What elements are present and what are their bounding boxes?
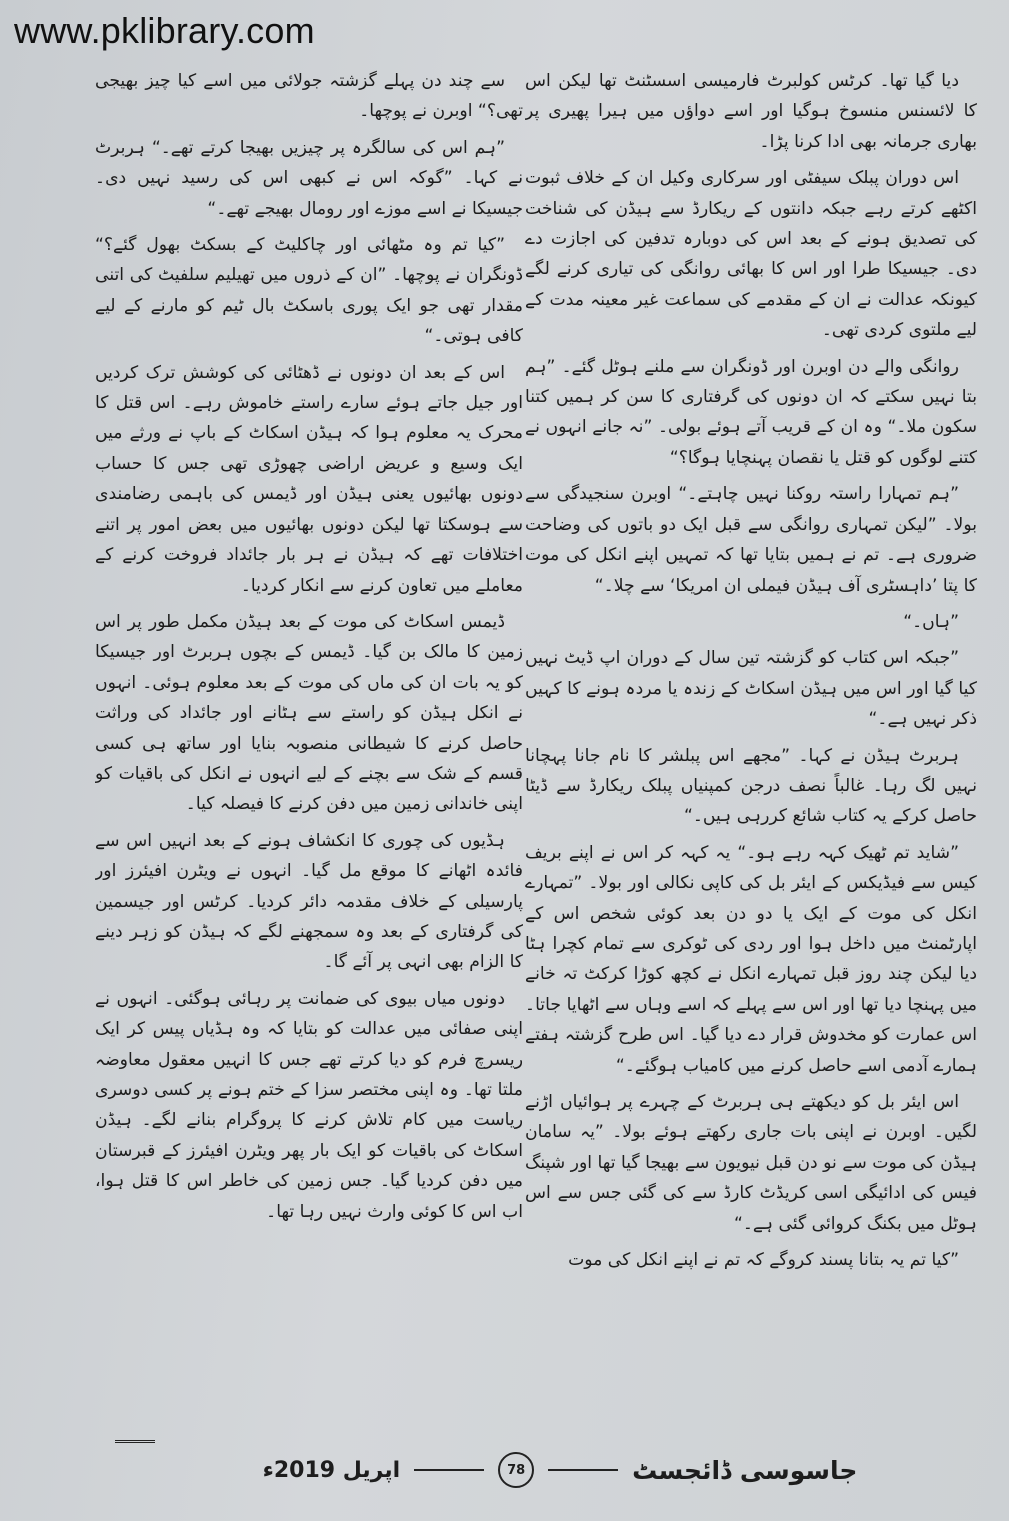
left-column bbox=[95, 66, 523, 1416]
paragraph: اس ایئر بل کو دیکھتے ہی ہربرٹ کے چہرے پر ہوائیاں اڑنے لگیں۔ اوبرن نے اپنی بات جاری رکھتے ہوئے بولا۔ ”یہ سامان ہیڈن کی موت سے نو دن قبل نیویون سے بھیجا گیا تھا اور شپنگ فیس کی ادائیگی اسی کریڈٹ کارڈ سے کی گئی جس سے اس ہوٹل میں بکنگ کروائی گئی ہے۔“ bbox=[525, 1092, 977, 1234]
page-number: 78 bbox=[498, 1452, 534, 1488]
paragraph: ”ہاں۔“ bbox=[903, 611, 959, 632]
page-footer bbox=[260, 1452, 860, 1488]
magazine-name: جاسوسی ڈائجسٹ bbox=[632, 1455, 858, 1485]
watermark-url: www.pklibrary.com bbox=[14, 10, 315, 51]
right-column bbox=[525, 66, 977, 1416]
footer-rule bbox=[548, 1469, 618, 1471]
paragraph: ”ہم تمہارا راستہ روکنا نہیں چاہتے۔“ اوبرن سنجیدگی سے بولا۔ ”لیکن تمہاری روانگی سے قبل ایک دو باتوں کی وضاحت ضروری ہے۔ تم نے ہمیں بتایا تھا کہ تمہیں اپنے انکل کی موت کا پتا ’داہسٹری آف ہیڈن فیملی ان امریکا‘ سے چلا۔“ bbox=[525, 484, 977, 596]
paragraph: اس کے بعد ان دونوں نے ڈھٹائی کی کوشش ترک کردیں اور جیل جاتے ہوئے سارے راستے خاموش رہے۔ اس قتل کا محرک یہ معلوم ہوا کہ ہیڈن اسکاٹ کے باپ نے ورثے میں ایک وسیع و عریض اراضی چھوڑی تھی جس کا حساب دونوں بھائیوں یعنی ہیڈن اور ڈیمس کی باہمی رضامندی سے ہوسکتا تھا لیکن دونوں بھائیوں میں بعض امور پر اتنے اختلافات تھے کہ ہیڈن نے ہر بار جائداد فروخت کرنے کے معاملے میں تعاون کرنے سے انکار کردیا۔ bbox=[95, 362, 523, 596]
paragraph: ”کیا تم یہ بتانا پسند کروگے کہ تم نے اپنے انکل کی موت bbox=[568, 1250, 959, 1271]
paragraph: ”شاید تم ٹھیک کہہ رہے ہو۔“ یہ کہہ کر اس نے اپنے بریف کیس سے فیڈیکس کے ایئر بل کی کاپی نکالی اور بولا۔ ”تمہارے انکل کی موت کے ایک یا دو دن بعد کوئی شخص اس کے اپارٹمنٹ میں داخل ہوا اور ردی کی ٹوکری سے تمام کچرا ہٹا دیا لیکن چند روز قبل تمہارے انکل نے کچھ کوڑا کرکٹ تہ خانے میں پہنچا دیا تھا اور اس سے پہلے کہ اسے وہاں سے اٹھایا جاتا۔ اس عمارت کو مخدوش قرار دے دیا گیا۔ اس طرح گزشتہ ہفتے ہمارے آدمی اسے حاصل کرنے میں کامیاب ہوگئے۔“ bbox=[525, 842, 977, 1076]
issue-date: اپریل 2019ء bbox=[262, 1457, 401, 1483]
paragraph: دیا گیا تھا۔ کرٹس کولبرٹ فارمیسی اسسٹنٹ تھا لیکن اس کا لائسنس منسوخ ہوگیا اور اسے دواؤں میں ہیرا پھیری پر بھاری جرمانہ بھی ادا کرنا پڑا۔ bbox=[525, 71, 977, 152]
footer-rule bbox=[414, 1469, 484, 1471]
paragraph: ہڈیوں کی چوری کا انکشاف ہونے کے بعد انہیں اس سے فائدہ اٹھانے کا موقع مل گیا۔ انہوں نے ویٹرن افیئرز اور پارسیلی کے خلاف مقدمہ دائر کردیا۔ کرٹس اور جیسمین کی گرفتاری کے بعد وہ سمجھنے لگے کہ ہیڈن کو زہر دینے کا الزام بھی انہی پر آئے گا۔ bbox=[95, 830, 523, 973]
end-of-story-mark bbox=[115, 1418, 155, 1443]
paragraph: اس دوران پبلک سیفٹی اور سرکاری وکیل ان کے خلاف ثبوت اکٹھے کرتے رہے جبکہ دانتوں کے ریکارڈ سے ہیڈن کی شناخت کی تصدیق ہونے کے بعد اس کی دوبارہ تدفین کی اجازت دے دی۔ جیسیکا طرا اور اس کا بھائی روانگی کی تیاری کرنے لگے کیونکہ عدالت نے ان کے مقدمے کی سماعت غیر معینہ مدت کے لیے ملتوی کردی تھی۔ bbox=[525, 168, 977, 341]
paragraph: روانگی والے دن اوبرن اور ڈونگران سے ملنے ہوٹل گئے۔ ”ہم بتا نہیں سکتے کہ ان دونوں کی گرفتاری کا سن کر ہمیں کتنا سکون ملا۔“ وہ ان کے قریب آتے ہوئے بولی۔ ”نہ جانے انہوں نے کتنے لوگوں کو قتل یا نقصان پہنچایا ہوگا؟“ bbox=[525, 356, 977, 468]
paragraph: سے چند دن پہلے گزشتہ جولائی میں اسے کیا چیز بھیجی تھی؟“ اوبرن نے پوچھا۔ bbox=[95, 71, 523, 122]
paragraph: ”ہم اس کی سالگرہ پر چیزیں بھیجا کرتے تھے۔“ ہربرٹ نے کہا۔ ”گوکہ اس نے کبھی اس کی رسید نہیں دی۔ جیسیکا نے اسے موزے اور رومال بھیجے تھے۔“ bbox=[95, 137, 523, 219]
paragraph: ڈیمس اسکاٹ کی موت کے بعد ہیڈن مکمل طور پر اس زمین کا مالک بن گیا۔ ڈیمس کے بچوں ہربرٹ اور جیسیکا کو یہ بات ان کی ماں کی موت کے بعد معلوم ہوئی۔ انہوں نے انکل ہیڈن کو راستے سے ہٹانے اور جائداد کی وراثت حاصل کرنے کا شیطانی منصوبہ بنایا اور ساتھ ہی کسی قسم کے شک سے بچنے کے لیے انہوں نے انکل کی باقیات کو اپنی خاندانی زمین میں دفن کرنے کا فیصلہ کیا۔ bbox=[95, 611, 523, 815]
paragraph: دونوں میاں بیوی کی ضمانت پر رہائی ہوگئی۔ انہوں نے اپنی صفائی میں عدالت کو بتایا کہ وہ ہڈیاں پیس کر ایک ریسرچ فرم کو دیا کرتے تھے جس کا انہیں معقول معاوضہ ملتا تھا۔ وہ اپنی مختصر سزا کے ختم ہونے پر کسی دوسری ریاست میں کام تلاش کرنے کا پروگرام بنانے لگے۔ ہیڈن اسکاٹ کی باقیات کو ایک بار پھر ویٹرن افیئرز کے قبرستان میں دفن کردیا گیا۔ جس زمین کی خاطر اس کا قتل ہوا، اب اس کا کوئی وارث نہیں رہا تھا۔ bbox=[95, 988, 523, 1222]
paragraph: ”جبکہ اس کتاب کو گزشتہ تین سال کے دوران اپ ڈیٹ نہیں کیا گیا اور اس میں ہیڈن اسکاٹ کے زندہ یا مردہ ہونے کا کہیں ذکر نہیں ہے۔“ bbox=[525, 648, 977, 730]
paragraph: ”کیا تم وہ مٹھائی اور چاکلیٹ کے بسکٹ بھول گئے؟“ ڈونگران نے پوچھا۔ ”ان کے ذروں میں تھیلیم سلفیٹ کی اتنی مقدار تھی جو ایک پوری باسکٹ بال ٹیم کو مارنے کے لیے کافی ہوتی۔“ bbox=[95, 235, 523, 347]
paragraph: ہربرٹ ہیڈن نے کہا۔ ”مجھے اس پبلشر کا نام جانا پہچانا نہیں لگ رہا۔ غالباً نصف درجن کمپنیاں پبلک ریکارڈ سے ڈیٹا حاصل کرکے یہ کتاب شائع کررہی ہیں۔“ bbox=[525, 745, 977, 827]
